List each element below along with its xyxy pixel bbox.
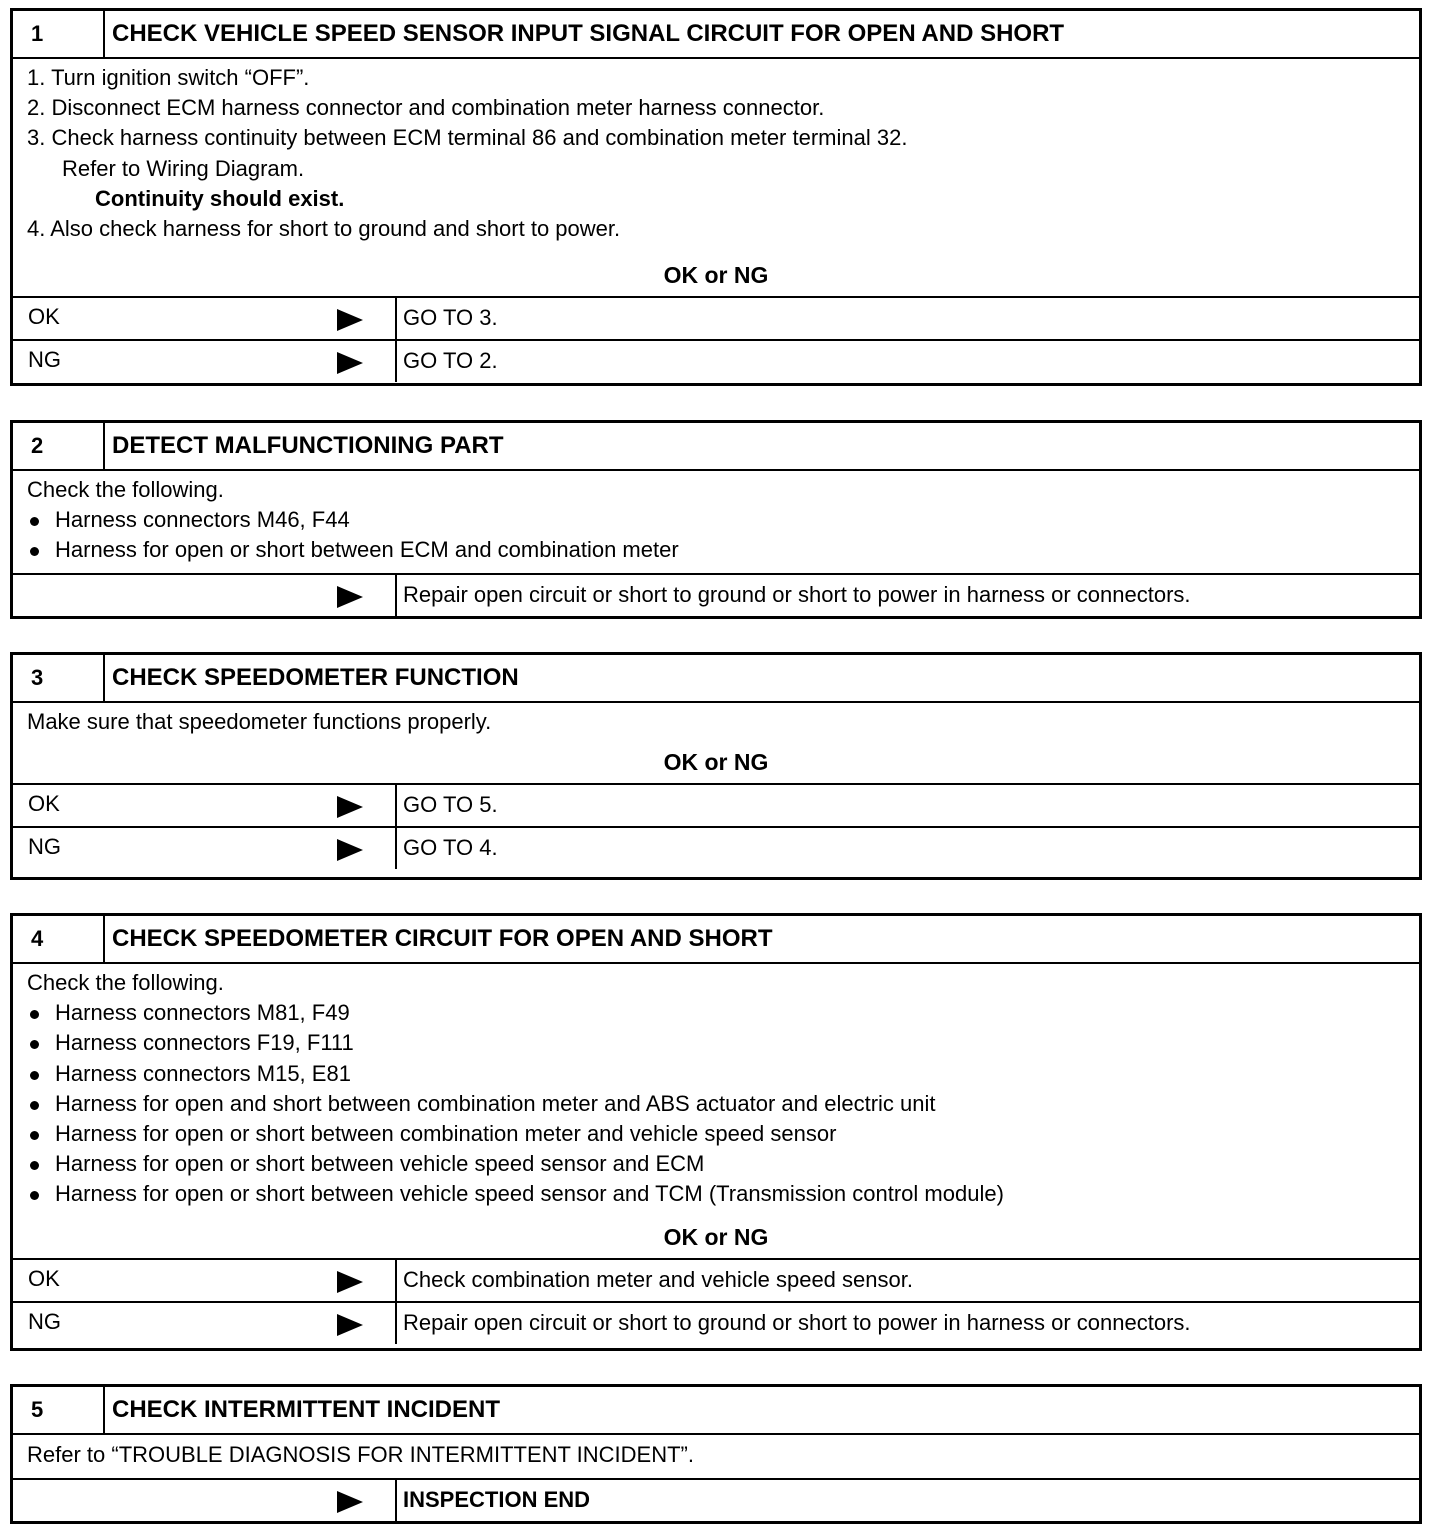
result-label-cell — [13, 1480, 397, 1521]
result-action: GO TO 5. — [403, 792, 498, 818]
instruction-intro: Make sure that speedometer functions properly. — [27, 709, 492, 734]
list-item: Harness for open or short between vehicle speed sensor and TCM (Transmission control module) — [27, 1179, 1405, 1209]
result-action: INSPECTION END — [403, 1487, 591, 1512]
result-label: NG — [28, 834, 61, 860]
step-header — [13, 423, 1419, 471]
list-item: Harness for open or short between ECM and combination meter — [27, 535, 1405, 565]
right-triangle-arrow-icon — [337, 796, 363, 818]
step-number: 2 — [13, 423, 105, 469]
step-number: 5 — [13, 1387, 105, 1433]
right-triangle-arrow-icon — [337, 586, 363, 608]
step-5-box — [10, 1384, 1422, 1524]
step-body — [13, 59, 1419, 244]
step-body — [13, 1435, 1419, 1478]
list-item: Harness connectors M15, E81 — [27, 1059, 1405, 1089]
result-label-cell — [13, 828, 397, 869]
result-label: OK — [28, 1265, 60, 1291]
result-label: OK — [28, 791, 60, 817]
ok-or-ng-label: OK or NG — [663, 1223, 769, 1250]
list-item: Harness for open and short between combination meter and ABS actuator and electric unit — [27, 1089, 1405, 1119]
step-number: 3 — [13, 655, 105, 701]
result-label-cell — [13, 1303, 397, 1344]
instruction-line: 2. Disconnect ECM harness connector and combination meter harness connector. — [27, 95, 825, 121]
right-triangle-arrow-icon — [337, 1314, 363, 1336]
result-label: NG — [28, 1308, 61, 1334]
step-4-box — [10, 913, 1422, 1351]
step-title: CHECK SPEEDOMETER CIRCUIT FOR OPEN AND SHORT — [112, 925, 773, 952]
step-body — [13, 964, 1419, 1210]
step-header — [13, 1387, 1419, 1435]
instruction-spec: Continuity should exist. — [95, 185, 345, 211]
result-row-ok[interactable] — [13, 783, 1419, 826]
result-label-cell — [13, 785, 397, 826]
result-label: OK — [28, 304, 60, 330]
right-triangle-arrow-icon — [337, 1491, 363, 1513]
result-row-ng[interactable] — [13, 1301, 1419, 1344]
right-triangle-arrow-icon — [337, 352, 363, 374]
result-row-ok[interactable] — [13, 1258, 1419, 1301]
step-header — [13, 655, 1419, 703]
instruction-line: 3. Check harness continuity between ECM terminal 86 and combination meter terminal 32. — [27, 125, 908, 151]
step-title: CHECK SPEEDOMETER FUNCTION — [112, 664, 519, 691]
instruction-line: Refer to Wiring Diagram. — [62, 155, 305, 181]
result-action: GO TO 2. — [403, 348, 498, 374]
right-triangle-arrow-icon — [337, 839, 363, 861]
right-triangle-arrow-icon — [337, 1271, 363, 1293]
right-triangle-arrow-icon — [337, 309, 363, 331]
result-action: GO TO 3. — [403, 305, 498, 331]
step-1-box — [10, 8, 1422, 386]
result-action: GO TO 4. — [403, 835, 498, 861]
list-item: Harness connectors F19, F111 — [27, 1028, 1405, 1058]
instruction-intro: Check the following. — [27, 477, 224, 502]
result-row-ok[interactable] — [13, 296, 1419, 339]
result-row[interactable] — [13, 573, 1419, 616]
step-number: 4 — [13, 916, 105, 962]
list-item: Harness for open or short between vehicle speed sensor and ECM — [27, 1149, 1405, 1179]
result-label-cell — [13, 575, 397, 616]
result-action: Repair open circuit or short to ground or short to power in harness or connectors. — [403, 1309, 1191, 1335]
step-title: DETECT MALFUNCTIONING PART — [112, 432, 504, 459]
instruction-line: 1. Turn ignition switch “OFF”. — [27, 65, 310, 90]
result-action: Repair open circuit or short to ground or short to power in harness or connectors. — [403, 582, 1191, 607]
step-title: CHECK INTERMITTENT INCIDENT — [112, 1396, 500, 1423]
step-2-box — [10, 420, 1422, 619]
instruction-intro: Refer to “TROUBLE DIAGNOSIS FOR INTERMITTENT INCIDENT”. — [27, 1442, 694, 1467]
list-item: Harness connectors M81, F49 — [27, 998, 1405, 1028]
ok-or-ng-label: OK or NG — [663, 262, 769, 289]
instruction-line: 4. Also check harness for short to ground and short to power. — [27, 216, 621, 242]
result-label-cell — [13, 341, 397, 382]
instruction-intro: Check the following. — [27, 970, 224, 995]
result-action: Check combination meter and vehicle speed sensor. — [403, 1266, 913, 1292]
step-header — [13, 916, 1419, 964]
list-item: Harness for open or short between combination meter and vehicle speed sensor — [27, 1119, 1405, 1149]
result-row-ng[interactable] — [13, 339, 1419, 382]
step-title: CHECK VEHICLE SPEED SENSOR INPUT SIGNAL CIRCUIT FOR OPEN AND SHORT — [112, 20, 1065, 47]
step-number: 1 — [13, 11, 105, 57]
result-label: NG — [28, 347, 61, 373]
list-item: Harness connectors M46, F44 — [27, 505, 1405, 535]
result-label-cell — [13, 1260, 397, 1301]
step-body — [13, 471, 1419, 573]
step-header — [13, 11, 1419, 59]
result-label-cell — [13, 298, 397, 339]
step-body — [13, 703, 1419, 737]
result-row-ng[interactable] — [13, 826, 1419, 869]
result-row[interactable] — [13, 1478, 1419, 1521]
ok-or-ng-label: OK or NG — [663, 749, 769, 776]
step-3-box — [10, 652, 1422, 880]
